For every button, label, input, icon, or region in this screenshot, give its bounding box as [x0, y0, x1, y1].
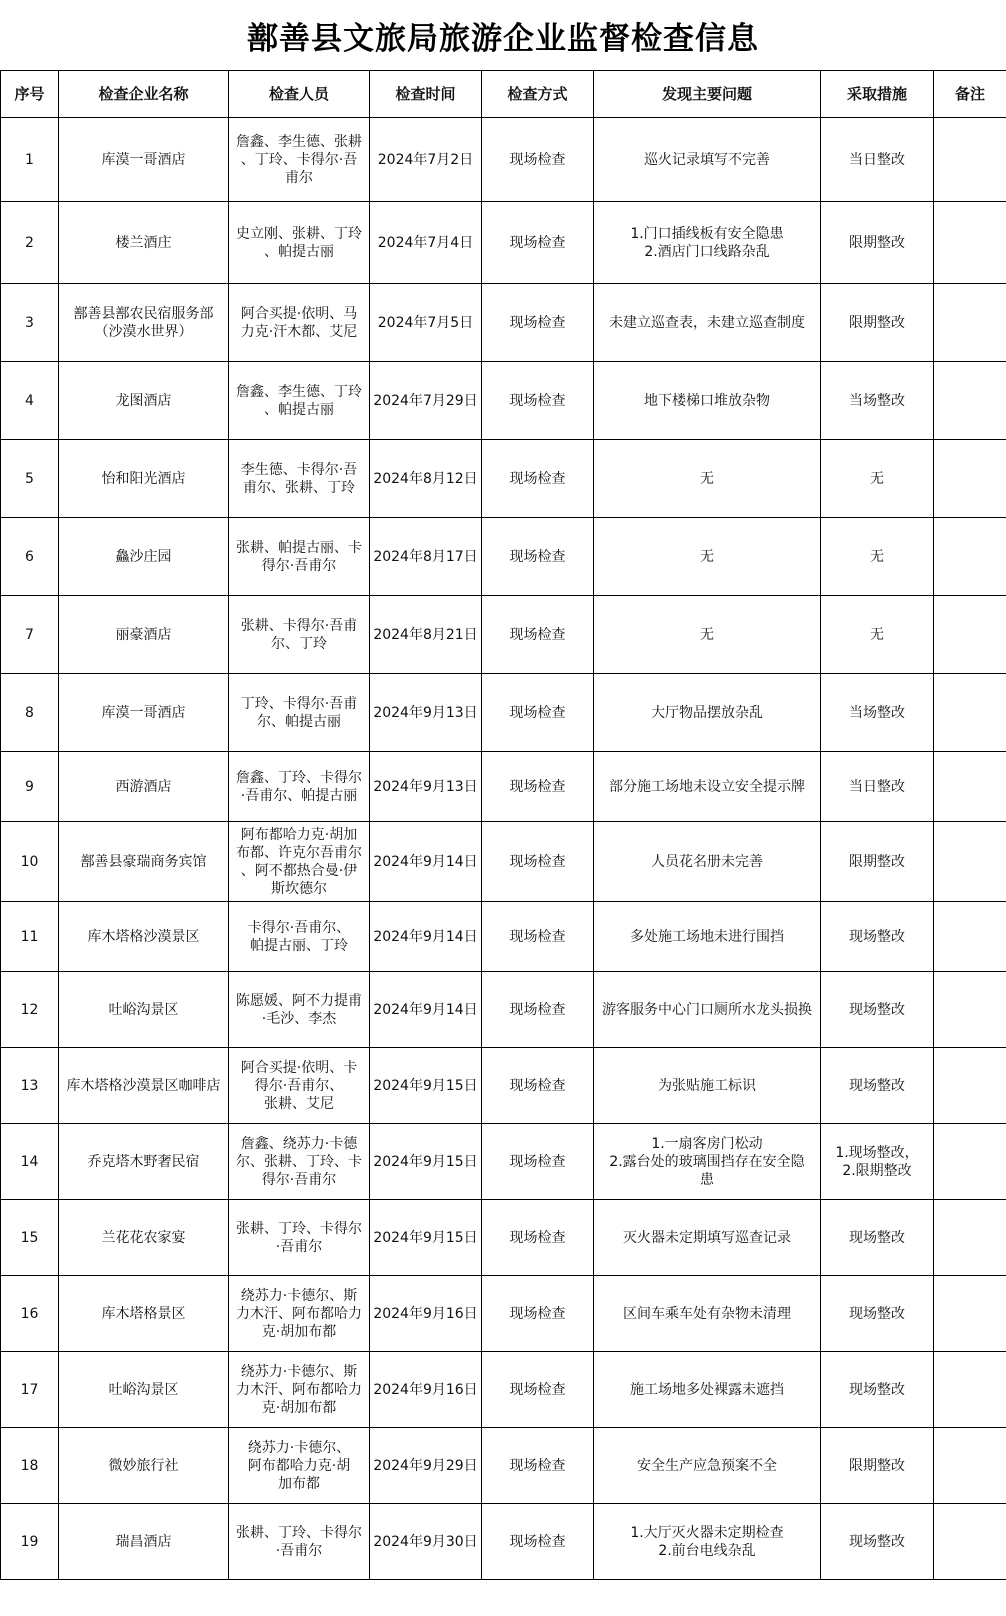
cell-measures-line: 无: [870, 626, 884, 643]
cell-date: 2024年8月17日: [370, 518, 482, 596]
cell-method: 现场检查: [482, 822, 594, 902]
cell-note: [934, 902, 1006, 972]
cell-inspectors-line: 、帕提古丽: [264, 243, 334, 260]
cell-date: 2024年9月29日: [370, 1428, 482, 1504]
cell-issues: [594, 822, 821, 902]
cell-issues-line: 游客服务中心门口厕所水龙头损换: [602, 1001, 812, 1018]
cell-measures: [821, 822, 934, 902]
cell-measures-line: 限期整改: [849, 1457, 905, 1474]
cell-measures: [821, 1200, 934, 1276]
cell-issues-line: 区间车乘车处有杂物未清理: [623, 1305, 791, 1322]
cell-company: 兰花花农家宴: [59, 1200, 229, 1276]
cell-issues: [594, 674, 821, 752]
cell-measures: [821, 518, 934, 596]
cell-measures-line: 现场整改: [849, 1001, 905, 1018]
cell-inspectors-line: 李生德、卡得尔·吾: [240, 461, 358, 478]
table-row: [1, 1124, 1006, 1200]
cell-inspectors-line: 阿合买提·依明、马: [240, 305, 358, 322]
cell-measures-line: 当日整改: [849, 151, 905, 168]
cell-inspectors: [229, 972, 370, 1048]
cell-issues: [594, 284, 821, 362]
cell-no: 4: [1, 362, 59, 440]
cell-no: 3: [1, 284, 59, 362]
cell-issues-line: 多处施工场地未进行围挡: [630, 928, 784, 945]
cell-inspectors-line: 张耕、卡得尔·吾甫: [240, 617, 358, 634]
cell-no: 10: [1, 822, 59, 902]
cell-issues: [594, 1276, 821, 1352]
cell-inspectors: [229, 1124, 370, 1200]
cell-issues: [594, 596, 821, 674]
header-inspectors: 检查人员: [229, 71, 370, 118]
cell-method: 现场检查: [482, 362, 594, 440]
table-row: [1, 1352, 1006, 1428]
cell-method: 现场检查: [482, 596, 594, 674]
cell-issues: [594, 202, 821, 284]
header-company: 检查企业名称: [59, 71, 229, 118]
cell-date: 2024年9月14日: [370, 972, 482, 1048]
cell-inspectors-line: 张耕、丁玲、卡得尔: [236, 1524, 362, 1541]
cell-issues: [594, 1352, 821, 1428]
cell-date: 2024年9月14日: [370, 902, 482, 972]
cell-measures: [821, 902, 934, 972]
cell-measures-line: 现场整改: [849, 1381, 905, 1398]
cell-note: [934, 1352, 1006, 1428]
cell-method: 现场检查: [482, 902, 594, 972]
cell-company: 西游酒店: [59, 752, 229, 822]
cell-note: [934, 972, 1006, 1048]
cell-method: 现场检查: [482, 752, 594, 822]
cell-company: 库漠一哥酒店: [59, 674, 229, 752]
cell-issues-line: 1.一扇客房门松动: [651, 1135, 763, 1152]
cell-measures-line: 无: [870, 470, 884, 487]
table-row: [1, 1048, 1006, 1124]
cell-inspectors-line: ·吾甫尔: [275, 1238, 323, 1255]
cell-issues: [594, 440, 821, 518]
cell-date: 2024年9月15日: [370, 1124, 482, 1200]
cell-inspectors-line: 阿合买提·依明、卡: [240, 1059, 358, 1076]
table-row: [1, 518, 1006, 596]
cell-company: 库木塔格景区: [59, 1276, 229, 1352]
cell-measures: [821, 1048, 934, 1124]
header-note: 备注: [934, 71, 1006, 118]
cell-note: [934, 440, 1006, 518]
cell-issues-line: 人员花名册未完善: [651, 853, 763, 870]
cell-inspectors-line: 尔、帕提古丽: [257, 713, 341, 730]
cell-inspectors: [229, 362, 370, 440]
cell-issues-line: 1.大厅灭火器未定期检查: [630, 1524, 784, 1541]
cell-inspectors: [229, 752, 370, 822]
cell-issues: [594, 518, 821, 596]
cell-method: 现场检查: [482, 284, 594, 362]
cell-inspectors-line: 张耕、帕提古丽、卡: [236, 539, 362, 556]
cell-method: 现场检查: [482, 518, 594, 596]
cell-inspectors: [229, 1352, 370, 1428]
cell-no: 11: [1, 902, 59, 972]
cell-company: 鄯善县鄯农民宿服务部（沙漠水世界）: [59, 284, 229, 362]
cell-measures: [821, 1352, 934, 1428]
header-method: 检查方式: [482, 71, 594, 118]
cell-measures-line: 当场整改: [849, 392, 905, 409]
cell-issues-line: 1.门口插线板有安全隐患: [630, 225, 784, 242]
cell-date: 2024年9月15日: [370, 1048, 482, 1124]
table-row: [1, 284, 1006, 362]
cell-no: 8: [1, 674, 59, 752]
cell-date: 2024年7月5日: [370, 284, 482, 362]
cell-method: 现场检查: [482, 1276, 594, 1352]
cell-measures: [821, 440, 934, 518]
cell-inspectors-line: 甫尔: [285, 169, 313, 186]
header-issues: 发现主要问题: [594, 71, 821, 118]
cell-inspectors-line: 尔、丁玲: [271, 635, 327, 652]
cell-issues-line: 施工场地多处裸露未遮挡: [630, 1381, 784, 1398]
cell-measures-line: 现场整改: [849, 1229, 905, 1246]
cell-note: [934, 1200, 1006, 1276]
cell-note: [934, 596, 1006, 674]
cell-inspectors-line: 力克·汗木都、艾尼: [240, 323, 358, 340]
cell-company: 吐峪沟景区: [59, 972, 229, 1048]
cell-inspectors: [229, 1504, 370, 1580]
cell-company: 鱻沙庄园: [59, 518, 229, 596]
table-row: [1, 440, 1006, 518]
cell-inspectors-line: 绕苏力·卡德尔、斯: [240, 1287, 358, 1304]
cell-method: 现场检查: [482, 1428, 594, 1504]
cell-issues-line: 无: [700, 626, 714, 643]
cell-note: [934, 1428, 1006, 1504]
cell-inspectors-line: 陈愿媛、阿不力提甫: [236, 992, 362, 1009]
cell-note: [934, 518, 1006, 596]
table-row: [1, 596, 1006, 674]
cell-date: 2024年9月30日: [370, 1504, 482, 1580]
cell-issues-line: 为张贴施工标识: [658, 1077, 756, 1094]
cell-issues: [594, 362, 821, 440]
cell-method: 现场检查: [482, 118, 594, 202]
cell-measures-line: 现场整改: [849, 1077, 905, 1094]
cell-inspectors-line: 得尔·吾甫尔: [261, 557, 337, 574]
cell-date: 2024年7月2日: [370, 118, 482, 202]
cell-method: 现场检查: [482, 202, 594, 284]
cell-no: 5: [1, 440, 59, 518]
cell-measures-line: 限期整改: [849, 314, 905, 331]
cell-inspectors-line: 尔、张耕、丁玲、卡: [236, 1153, 362, 1170]
cell-inspectors-line: 詹鑫、绕苏力·卡德: [240, 1135, 358, 1152]
cell-inspectors: [229, 1428, 370, 1504]
cell-company: 微妙旅行社: [59, 1428, 229, 1504]
cell-inspectors-line: 加布都: [278, 1475, 320, 1492]
cell-company: 库木塔格沙漠景区咖啡店: [59, 1048, 229, 1124]
cell-issues: [594, 118, 821, 202]
table-row: [1, 1428, 1006, 1504]
cell-inspectors-line: 张耕、艾尼: [264, 1095, 334, 1112]
cell-issues: [594, 1124, 821, 1200]
cell-inspectors: [229, 1200, 370, 1276]
cell-measures: [821, 1124, 934, 1200]
cell-note: [934, 1048, 1006, 1124]
cell-measures: [821, 596, 934, 674]
cell-measures: [821, 752, 934, 822]
cell-inspectors: [229, 822, 370, 902]
cell-note: [934, 752, 1006, 822]
cell-date: 2024年9月15日: [370, 1200, 482, 1276]
header-measures: 采取措施: [821, 71, 934, 118]
cell-issues-line: 2.露台处的玻璃围挡存在安全隐: [609, 1153, 805, 1170]
cell-inspectors-line: ·吾甫尔: [275, 1542, 323, 1559]
cell-no: 16: [1, 1276, 59, 1352]
cell-method: 现场检查: [482, 1352, 594, 1428]
cell-note: [934, 1124, 1006, 1200]
cell-inspectors-line: 史立刚、张耕、丁玲: [236, 225, 362, 242]
cell-inspectors-line: 甫尔、张耕、丁玲: [243, 479, 355, 496]
cell-measures: [821, 972, 934, 1048]
cell-note: [934, 1504, 1006, 1580]
cell-issues-line: 未建立巡查表，未建立巡查制度: [609, 314, 805, 331]
cell-method: 现场检查: [482, 972, 594, 1048]
cell-date: 2024年9月16日: [370, 1276, 482, 1352]
cell-measures: [821, 1276, 934, 1352]
table-row: [1, 752, 1006, 822]
cell-measures-line: 现场整改: [849, 928, 905, 945]
table-row: [1, 1504, 1006, 1580]
cell-company: 瑞昌酒店: [59, 1504, 229, 1580]
cell-issues-line: 地下楼梯口堆放杂物: [644, 392, 770, 409]
cell-no: 2: [1, 202, 59, 284]
cell-inspectors-line: 斯坎德尔: [271, 880, 327, 897]
cell-inspectors-line: ·毛沙、李杰: [261, 1010, 337, 1027]
cell-method: 现场检查: [482, 1048, 594, 1124]
table-row: [1, 822, 1006, 902]
cell-inspectors-line: 克·胡加布都: [261, 1323, 337, 1340]
cell-company: 怡和阳光酒店: [59, 440, 229, 518]
cell-note: [934, 1276, 1006, 1352]
cell-no: 9: [1, 752, 59, 822]
cell-date: 2024年8月21日: [370, 596, 482, 674]
inspection-table: [0, 70, 1006, 1580]
cell-note: [934, 822, 1006, 902]
cell-company: 乔克塔木野奢民宿: [59, 1124, 229, 1200]
table-row: [1, 674, 1006, 752]
cell-inspectors: [229, 674, 370, 752]
cell-inspectors-line: 克·胡加布都: [261, 1399, 337, 1416]
cell-date: 2024年8月12日: [370, 440, 482, 518]
table-row: [1, 362, 1006, 440]
cell-inspectors-line: 力木汗、阿布都哈力: [236, 1381, 362, 1398]
cell-measures: [821, 674, 934, 752]
cell-issues: [594, 902, 821, 972]
cell-inspectors-line: 得尔·吾甫尔、: [254, 1077, 344, 1094]
cell-measures-line: 现场整改: [849, 1305, 905, 1322]
cell-inspectors: [229, 1276, 370, 1352]
cell-inspectors-line: 阿布都哈力克·胡: [247, 1457, 351, 1474]
cell-method: 现场检查: [482, 1124, 594, 1200]
cell-no: 18: [1, 1428, 59, 1504]
cell-issues: [594, 1048, 821, 1124]
table-row: [1, 1276, 1006, 1352]
table-row: [1, 202, 1006, 284]
cell-inspectors-line: ·吾甫尔、帕提古丽: [240, 787, 358, 804]
cell-inspectors: [229, 902, 370, 972]
cell-inspectors-line: 、阿不都热合曼·伊: [240, 862, 358, 879]
cell-issues-line: 巡火记录填写不完善: [644, 151, 770, 168]
cell-measures: [821, 118, 934, 202]
cell-no: 7: [1, 596, 59, 674]
page-title: 鄯善县文旅局旅游企业监督检查信息: [0, 0, 1006, 71]
cell-company: 吐峪沟景区: [59, 1352, 229, 1428]
cell-measures: [821, 202, 934, 284]
cell-no: 1: [1, 118, 59, 202]
cell-issues-line: 无: [700, 470, 714, 487]
cell-measures-line: 现场整改: [849, 1533, 905, 1550]
cell-note: [934, 118, 1006, 202]
cell-inspectors-line: 得尔·吾甫尔: [261, 1171, 337, 1188]
cell-inspectors: [229, 1048, 370, 1124]
cell-company: 楼兰酒庄: [59, 202, 229, 284]
table-row: [1, 1200, 1006, 1276]
table-row: [1, 118, 1006, 202]
cell-no: 14: [1, 1124, 59, 1200]
cell-issues: [594, 972, 821, 1048]
cell-issues-line: 部分施工场地未设立安全提示牌: [609, 778, 805, 795]
cell-inspectors-line: 帕提古丽、丁玲: [250, 937, 348, 954]
cell-no: 15: [1, 1200, 59, 1276]
cell-inspectors-line: 詹鑫、丁玲、卡得尔: [236, 769, 362, 786]
header-date: 检查时间: [370, 71, 482, 118]
cell-date: 2024年7月29日: [370, 362, 482, 440]
cell-date: 2024年7月4日: [370, 202, 482, 284]
cell-issues: [594, 1504, 821, 1580]
cell-inspectors-line: 丁玲、卡得尔·吾甫: [240, 695, 358, 712]
cell-date: 2024年9月16日: [370, 1352, 482, 1428]
cell-inspectors: [229, 118, 370, 202]
cell-company: 龙图酒店: [59, 362, 229, 440]
cell-no: 13: [1, 1048, 59, 1124]
cell-inspectors: [229, 440, 370, 518]
cell-date: 2024年9月13日: [370, 752, 482, 822]
cell-no: 12: [1, 972, 59, 1048]
cell-measures-line: 限期整改: [849, 853, 905, 870]
cell-issues: [594, 1200, 821, 1276]
cell-method: 现场检查: [482, 674, 594, 752]
cell-issues-line: 大厅物品摆放杂乱: [651, 704, 763, 721]
cell-date: 2024年9月13日: [370, 674, 482, 752]
cell-method: 现场检查: [482, 440, 594, 518]
cell-issues-line: 2.酒店门口线路杂乱: [644, 243, 770, 260]
cell-inspectors-line: 詹鑫、李生德、张耕: [236, 133, 362, 150]
cell-no: 6: [1, 518, 59, 596]
cell-measures-line: 无: [870, 548, 884, 565]
cell-measures-line: 当日整改: [849, 778, 905, 795]
cell-company: 鄯善县豪瑞商务宾馆: [59, 822, 229, 902]
cell-issues: [594, 752, 821, 822]
cell-inspectors-line: 绕苏力·卡德尔、: [247, 1439, 351, 1456]
cell-method: 现场检查: [482, 1200, 594, 1276]
cell-inspectors-line: 詹鑫、李生德、丁玲: [236, 383, 362, 400]
cell-method: 现场检查: [482, 1504, 594, 1580]
cell-note: [934, 284, 1006, 362]
cell-inspectors: [229, 202, 370, 284]
cell-measures: [821, 1504, 934, 1580]
cell-inspectors-line: 张耕、丁玲、卡得尔: [236, 1220, 362, 1237]
cell-issues-line: 患: [700, 1171, 714, 1188]
cell-issues-line: 无: [700, 548, 714, 565]
cell-measures-line: 当场整改: [849, 704, 905, 721]
cell-inspectors-line: 、丁玲、卡得尔·吾: [240, 151, 358, 168]
cell-inspectors: [229, 284, 370, 362]
cell-inspectors-line: 、帕提古丽: [264, 401, 334, 418]
cell-no: 17: [1, 1352, 59, 1428]
cell-inspectors: [229, 518, 370, 596]
cell-inspectors: [229, 596, 370, 674]
cell-note: [934, 674, 1006, 752]
cell-issues-line: 2.前台电线杂乱: [658, 1542, 756, 1559]
cell-measures: [821, 1428, 934, 1504]
cell-measures: [821, 362, 934, 440]
cell-measures-line: 2.限期整改: [842, 1162, 912, 1179]
cell-issues-line: 安全生产应急预案不全: [637, 1457, 777, 1474]
cell-company: 丽豪酒店: [59, 596, 229, 674]
cell-measures-line: 1.现场整改，: [835, 1144, 919, 1161]
cell-inspectors-line: 卡得尔·吾甫尔、: [247, 919, 351, 936]
cell-inspectors-line: 阿布都哈力克·胡加: [240, 826, 358, 843]
cell-inspectors-line: 力木汗、阿布都哈力: [236, 1305, 362, 1322]
cell-inspectors-line: 布都、许克尔吾甫尔: [236, 844, 362, 861]
cell-no: 19: [1, 1504, 59, 1580]
header-no: 序号: [1, 71, 59, 118]
cell-issues-line: 灭火器未定期填写巡查记录: [623, 1229, 791, 1246]
cell-inspectors-line: 绕苏力·卡德尔、斯: [240, 1363, 358, 1380]
table-row: [1, 972, 1006, 1048]
cell-measures-line: 限期整改: [849, 234, 905, 251]
cell-company: 库木塔格沙漠景区: [59, 902, 229, 972]
cell-company: 库漠一哥酒店: [59, 118, 229, 202]
cell-note: [934, 362, 1006, 440]
cell-note: [934, 202, 1006, 284]
cell-measures: [821, 284, 934, 362]
table-row: [1, 902, 1006, 972]
cell-date: 2024年9月14日: [370, 822, 482, 902]
cell-issues: [594, 1428, 821, 1504]
header-row: [1, 71, 1006, 118]
